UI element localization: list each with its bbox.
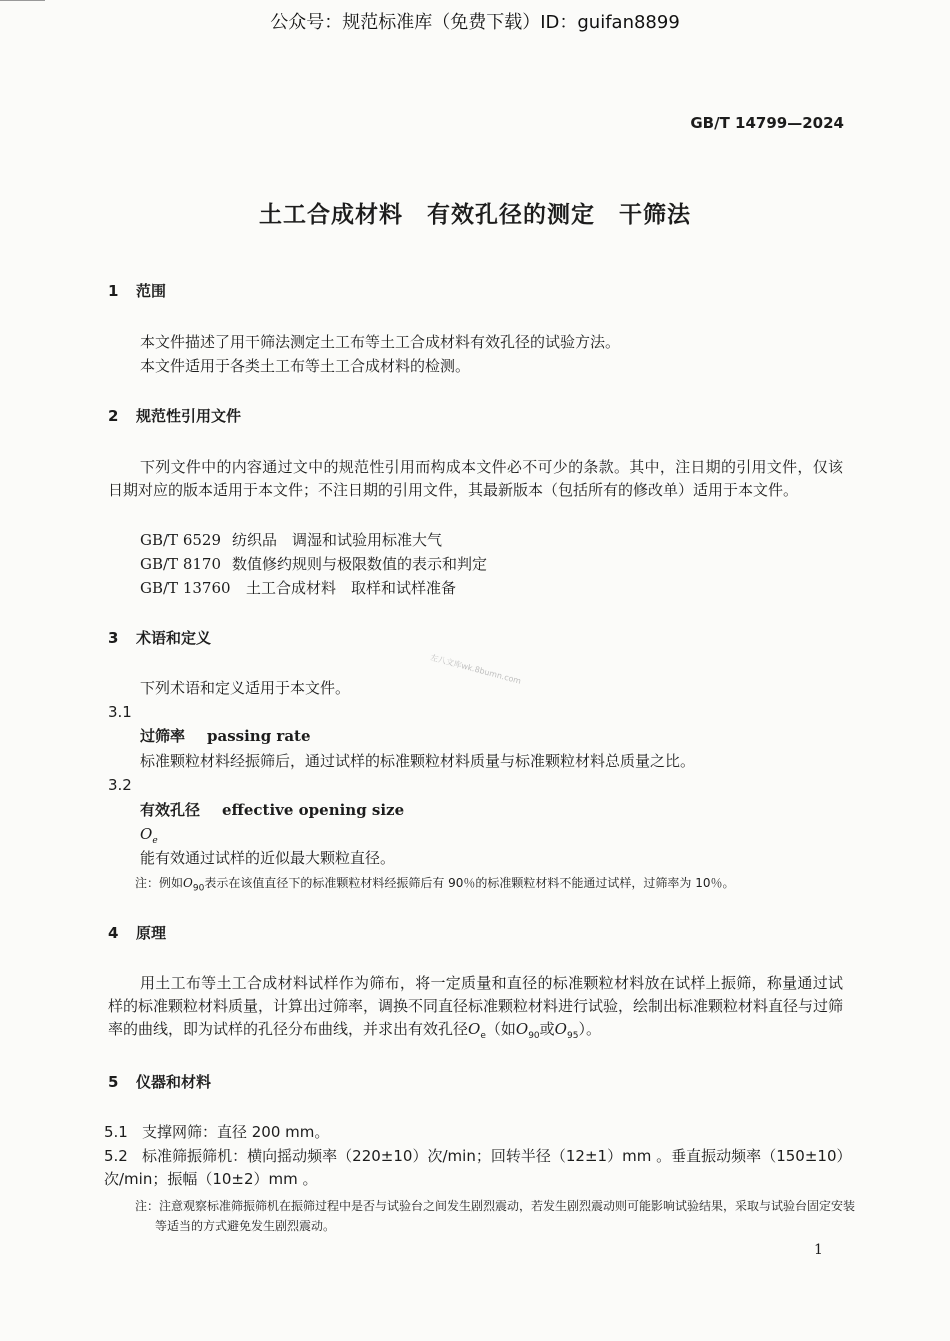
symbol-subscript: 90 (528, 1031, 540, 1041)
paragraph-text: 用土工布等土工合成材料试样作为筛布，将一定质量和直径的标准颗粒材料放在试样上振筛，称量通过试样的标准颗粒材料质量，计算出过筛率，调换不同直径标准颗粒材料进行试验，绘制出标准颗粒材料直径与过筛率的曲线，即为试样的孔径分布曲线，并求出有效孔径 (108, 974, 844, 1038)
page-number: 1 (814, 1242, 823, 1258)
note-lead: 注：例如 (135, 876, 184, 890)
paragraph: 本文件描述了用干筛法测定土工布等土工合成材料有效孔径的试验方法。 (140, 333, 621, 351)
section-5-heading (108, 1071, 211, 1092)
standard-number: GB/T 14799—2024 (690, 114, 844, 132)
reference-item (140, 577, 456, 598)
term-entry (140, 799, 404, 820)
section-4-heading (108, 922, 166, 943)
corner-line (0, 0, 45, 1)
term-en: effective opening size (222, 801, 405, 819)
section-number: 3 (108, 629, 119, 647)
item-number: 5.2 (104, 1147, 128, 1165)
term-en: passing rate (207, 727, 311, 745)
symbol-letter: O (140, 825, 153, 843)
item-text: 标准筛振筛机：横向摇动频率（220±10）次/min；回转半径（12±1）mm 。垂直振动频率（150±10）次/min；振幅（10±2）mm 。 (104, 1147, 844, 1188)
symbol-letter: O (468, 1020, 481, 1038)
note (135, 873, 734, 898)
paragraph: 下列术语和定义适用于本文件。 (140, 679, 351, 697)
section-title: 范围 (136, 282, 167, 300)
conjunction: 或 (539, 1020, 555, 1038)
term-cn: 有效孔径 (140, 801, 201, 819)
principle-paragraph (108, 972, 843, 1048)
faint-watermark-stamp: 左八文库wk.8bumn.com (429, 652, 523, 686)
item-number: 5.1 (104, 1123, 128, 1141)
section-1-heading (108, 280, 166, 301)
reference-item (140, 553, 487, 574)
term-definition: 标准颗粒材料经振筛后，通过试样的标准颗粒材料质量与标准颗粒材料总质量之比。 (140, 752, 696, 770)
paren-open: （如 (485, 1020, 516, 1038)
note-subscript: 90 (192, 883, 205, 894)
symbol-subscript: 95 (566, 1031, 579, 1041)
section-3-heading (108, 627, 211, 648)
section-number: 1 (108, 282, 119, 300)
section-title: 规范性引用文件 (136, 407, 242, 425)
paragraph: 下列文件中的内容通过文中的规范性引用而构成本文件必不可少的条款。其中，注日期的引用文件，仅该日期对应的版本适用于本文件；不注日期的引用文件，其最新版本（包括所有的修改单）适用于本文件。 (108, 458, 843, 499)
section-number: 4 (108, 924, 119, 942)
section-title: 原理 (136, 924, 167, 942)
document-title: 土工合成材料 有效孔径的测定 干筛法 (259, 202, 691, 228)
section-2-heading (108, 405, 241, 426)
note-symbol: O (183, 876, 193, 890)
item-text: 支撑网筛：直径 200 mm。 (142, 1123, 330, 1141)
paren-close: ）。 (578, 1020, 601, 1038)
reference-code: GB/T 8170 (140, 555, 222, 573)
section-number: 2 (108, 407, 119, 425)
symbol-subscript: e (480, 1031, 486, 1041)
term-number: 3.1 (108, 703, 132, 721)
reference-code: GB/T 13760 (140, 579, 231, 597)
term-definition: 能有效通过试样的近似最大颗粒直径。 (140, 849, 396, 867)
reference-title: 土工合成材料 取样和试样准备 (246, 579, 457, 597)
symbol-subscript: e (152, 836, 158, 846)
section-title: 仪器和材料 (136, 1073, 212, 1091)
reference-item (140, 529, 442, 550)
section-number: 5 (108, 1073, 119, 1091)
list-item (104, 1121, 329, 1144)
term-cn: 过筛率 (140, 727, 186, 745)
symbol-letter: O (515, 1020, 529, 1038)
reference-code: GB/T 6529 (140, 531, 222, 549)
reference-title: 纺织品 调湿和试验用标准大气 (232, 531, 443, 549)
list-item (104, 1145, 844, 1191)
note-text: 表示在该值直径下的标准颗粒材料经振筛后有 90％的标准颗粒材料不能通过试样，过筛率为 10％。 (204, 876, 735, 890)
note: 注：注意观察标准筛振筛机在振筛过程中是否与试验台之间发生剧烈震动，若发生剧烈震动则可能影响试验结果，采取与试验台固定安装等适当的方式避免发生剧烈震动。 (135, 1199, 856, 1233)
symbol-letter: O (554, 1020, 567, 1038)
term-entry (140, 725, 311, 746)
section-title: 术语和定义 (136, 629, 212, 647)
paragraph: 本文件适用于各类土工布等土工合成材料的检测。 (140, 357, 471, 375)
reference-title: 数值修约规则与极限数值的表示和判定 (232, 555, 488, 573)
watermark-header: 公众号：规范标准库（免费下载）ID：guifan8899 (270, 12, 680, 33)
term-number: 3.2 (108, 776, 132, 794)
